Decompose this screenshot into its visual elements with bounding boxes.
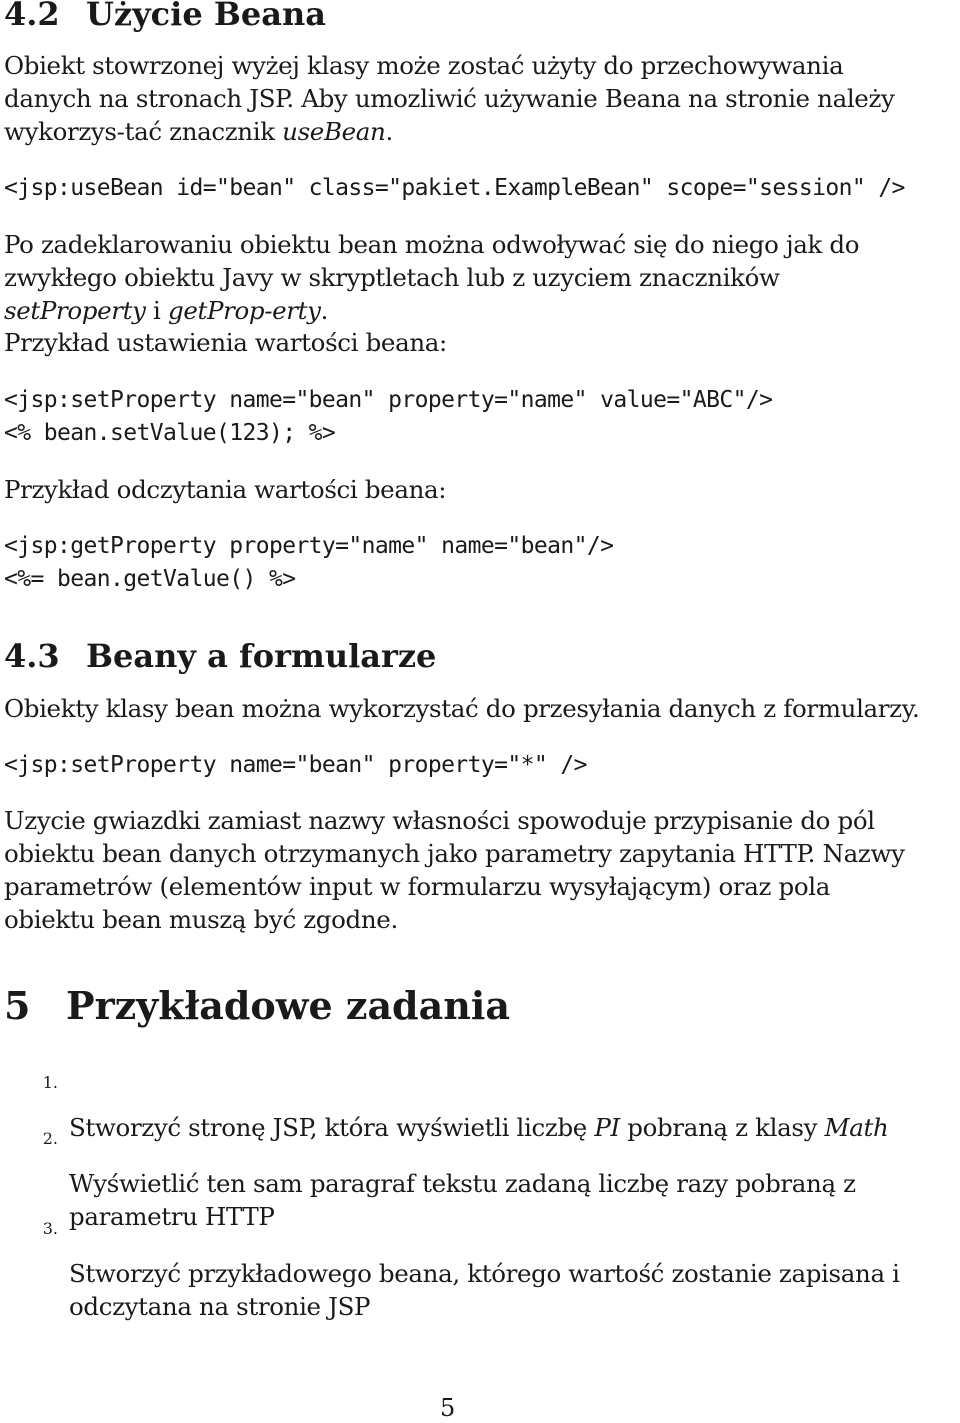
section-number: 5 [4, 983, 31, 1028]
paragraph-text: Obiekt stowrzonej wyżej klasy może zostać użyty do przechowywania danych na stronach JSP. Aby umozliwić używanie Beana na stronie należy wykorzys-tać znacznik [4, 51, 895, 146]
emphasis-text: Math [824, 1113, 889, 1142]
section-heading-4-3 [4, 636, 436, 676]
emphasis-text: PI [594, 1113, 620, 1142]
paragraph-text: Po zadeklarowaniu obiektu bean można odwoływać się do niego jak do zwykłego obiektu Javy w skryptletach lub z uzyciem znaczników [4, 230, 860, 292]
list-number: 1. [42, 1073, 58, 1092]
section-number: 4.2 [4, 0, 60, 33]
code-line: <jsp:useBean id="bean" class="pakiet.ExampleBean" scope="session" /> [4, 175, 905, 201]
paragraph: Przykład odczytania wartości beana: [4, 475, 447, 504]
list-text-part: pobraną z klasy [619, 1113, 825, 1142]
paragraph: Przykład ustawienia wartości beana: [4, 328, 447, 357]
paragraph [4, 49, 904, 148]
section-title: Użycie Beana [86, 0, 326, 33]
list-number: 2. [42, 1129, 58, 1148]
emphasis-text: useBean [282, 117, 386, 146]
section-number: 4.3 [4, 637, 60, 675]
code-line: <% bean.setValue(123); %> [4, 420, 336, 446]
page-number: 5 [440, 1394, 456, 1422]
code-line: <jsp:setProperty name="bean" property="*" /> [4, 752, 587, 778]
list-item [0, 1200, 960, 1321]
list-number: 3. [42, 1219, 58, 1238]
paragraph-text: . [320, 296, 329, 325]
section-title: Beany a formularze [86, 637, 437, 675]
list-text-part: Stworzyć stronę JSP, która wyświetli liczbę [69, 1113, 595, 1142]
list-item [0, 1110, 960, 1231]
code-line: <%= bean.getValue() %> [4, 566, 296, 592]
paragraph: Obiekty klasy bean można wykorzystać do przesyłania danych z formularzy. [4, 694, 920, 723]
section-heading-4-2 [4, 0, 326, 34]
paragraph-text: i [145, 296, 168, 325]
list-text: Stworzyć przykładowego beana, którego wartość zostanie zapisana i odczytana na stronie JSP [69, 1259, 900, 1321]
section-heading-5 [4, 983, 510, 1029]
paragraph: Uzycie gwiazdki zamiast nazwy własności spowoduje przypisanie do pól obiektu bean danych otrzymanych jako parametry zapytania HTTP. Nazwy parametrów (elementów input w formularzu wysyłającym) oraz pola obiektu bean muszą być zgodne. [4, 806, 905, 934]
emphasis-text: getProp-erty [167, 296, 321, 325]
paragraph-text: . [385, 117, 393, 146]
paragraph [4, 228, 904, 327]
code-line: <jsp:getProperty property="name" name="bean"/> [4, 533, 614, 559]
emphasis-text: setProperty [4, 296, 146, 325]
code-line: <jsp:setProperty name="bean" property="name" value="ABC"/> [4, 387, 773, 413]
section-title: Przykładowe zadania [66, 983, 510, 1028]
list-item [0, 1054, 960, 1142]
list-text: Wyświetlić ten sam paragraf tekstu zadaną liczbę razy pobraną z parametru HTTP [69, 1169, 856, 1231]
